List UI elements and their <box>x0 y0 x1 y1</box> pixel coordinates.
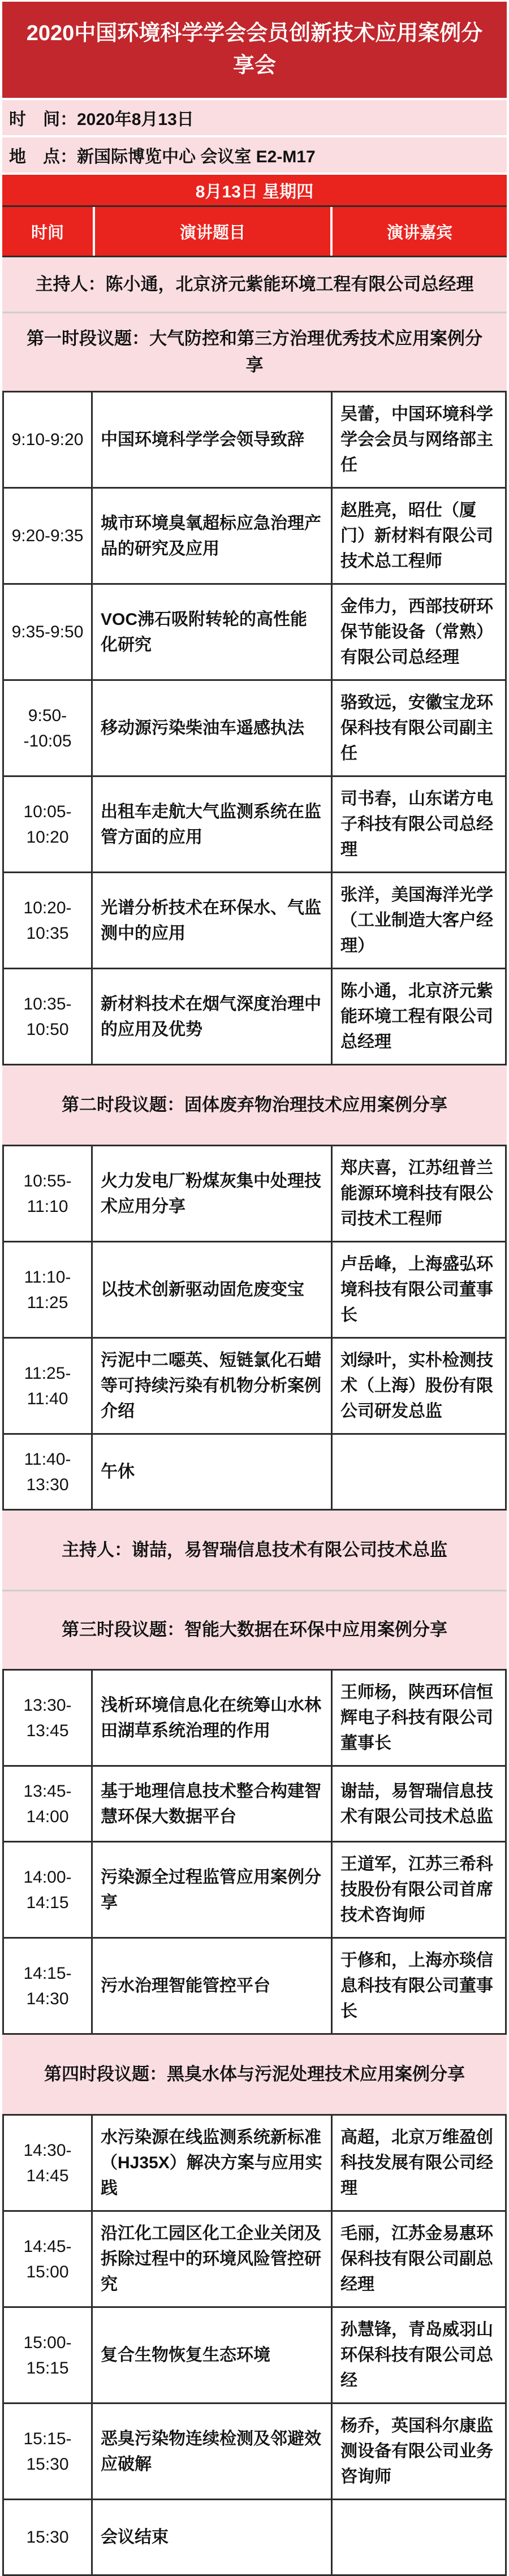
time-cell-text: 11:40-13:30 <box>24 1449 71 1494</box>
speaker-cell-text: 卢岳峰，上海盛弘环境科技有限公司董事长 <box>340 1255 493 1324</box>
time-cell <box>4 489 93 583</box>
topic-cell <box>93 1435 333 1509</box>
topic-cell-text: 复合生物恢复生态环境 <box>101 2346 270 2364</box>
schedule-row <box>2 1939 507 2035</box>
session-header-row <box>2 1065 507 1145</box>
time-cell-text: 9:35-9:50 <box>11 623 84 641</box>
schedule-row <box>2 1339 507 1435</box>
time-cell <box>4 2212 93 2306</box>
speaker-cell <box>333 489 505 583</box>
speaker-cell <box>333 1435 505 1509</box>
col-header-topic-label: 演讲题目 <box>179 223 245 242</box>
time-cell <box>4 2500 93 2574</box>
topic-cell-text: 浅析环境信息化在统筹山水林田湖草系统治理的作用 <box>101 1695 321 1740</box>
speaker-cell-text: 陈小通，北京济元紫能环境工程有限公司总经理 <box>340 982 493 1051</box>
topic-cell-text: 午休 <box>101 1462 135 1481</box>
time-cell <box>4 2404 93 2499</box>
topic-cell-text: 中国环境科学学会领导致辞 <box>101 430 304 449</box>
speaker-cell <box>333 1671 505 1765</box>
speaker-cell <box>333 1843 505 1937</box>
time-cell-text: 9:20-9:35 <box>11 527 84 545</box>
topic-cell <box>93 1767 333 1841</box>
topic-cell <box>93 2500 333 2574</box>
topic-cell-text: 沿江化工园区化工企业关闭及拆除过程中的环境风险管控研究 <box>101 2224 321 2294</box>
speaker-cell-text: 司书春，山东诺方电子科技有限公司总经理 <box>340 789 493 859</box>
schedule-row <box>2 873 507 969</box>
host-row <box>2 1511 507 1590</box>
topic-cell <box>93 1146 333 1241</box>
date-banner <box>2 175 507 205</box>
time-cell-text: 15:15-15:30 <box>23 2429 72 2474</box>
host-text: 主持人：谢喆，易智瑞信息技术有限公司技术总监 <box>62 1539 447 1560</box>
info-location-row <box>2 137 507 172</box>
col-header-time <box>2 207 93 256</box>
time-cell <box>4 585 93 679</box>
speaker-cell-text: 谢喆，易智瑞信息技术有限公司技术总监 <box>340 1781 493 1826</box>
session-title: 第三时段议题：智能大数据在环保中应用案例分享 <box>62 1620 447 1640</box>
time-cell <box>4 1939 93 2033</box>
col-header-topic <box>93 207 333 256</box>
schedule-row <box>2 1843 507 1939</box>
speaker-cell-text: 高超，北京万维盈创科技发展有限公司经理 <box>340 2128 493 2198</box>
time-cell-text: 10:05-10:20 <box>23 802 72 847</box>
time-cell-text: 14:30-14:45 <box>23 2141 72 2185</box>
topic-cell <box>93 777 333 871</box>
time-cell <box>4 873 93 968</box>
time-cell-text: 14:00-14:15 <box>23 1867 72 1912</box>
topic-cell <box>93 392 333 487</box>
time-cell <box>4 1242 93 1337</box>
host-row <box>2 257 507 312</box>
time-cell <box>4 392 93 487</box>
topic-cell-text: 会议结束 <box>101 2528 169 2547</box>
schedule-row <box>2 1669 507 1767</box>
date-banner-text: 8月13日 星期四 <box>195 183 314 201</box>
topic-cell <box>93 1843 333 1937</box>
speaker-cell-text: 金伟力，西部技研环保节能设备（常熟）有限公司总经理 <box>340 597 493 667</box>
time-cell-text: 10:55-11:10 <box>23 1171 72 1216</box>
speaker-cell-text: 毛丽，江苏金易惠环保科技有限公司副总经理 <box>340 2224 493 2294</box>
topic-cell <box>93 489 333 583</box>
speaker-cell <box>333 1242 505 1337</box>
event-title: 2020中国环境科学学会会员创新技术应用案例分享会 <box>26 21 483 77</box>
speaker-cell-text: 赵胜亮，昭仕（厦门）新材料有限公司技术总工程师 <box>340 501 493 571</box>
topic-cell-text: 火力发电厂粉煤灰集中处理技术应用分享 <box>101 1171 321 1216</box>
topic-cell-text: 移动源污染柴油车遥感执法 <box>101 719 304 737</box>
time-cell-text: 13:45-14:00 <box>23 1781 72 1826</box>
time-cell-text: 9:10-9:20 <box>11 430 84 449</box>
topic-cell-text: 出租车走航大气监测系统在监管方面的应用 <box>101 802 321 847</box>
schedule-body <box>2 257 507 2576</box>
speaker-cell <box>333 2308 505 2402</box>
time-cell <box>4 2308 93 2402</box>
event-location: 地 点：新国际博览中心 会议室 E2-M17 <box>9 148 316 166</box>
schedule-row <box>2 585 507 681</box>
time-cell <box>4 1435 93 1509</box>
session-title: 第四时段议题：黑臭水体与污泥处理技术应用案例分享 <box>44 2064 465 2084</box>
time-cell-text: 15:30 <box>26 2528 69 2547</box>
time-cell <box>4 777 93 871</box>
schedule-row <box>2 391 507 489</box>
topic-cell <box>93 969 333 1064</box>
speaker-cell <box>333 585 505 679</box>
time-cell-text: 14:45-15:00 <box>23 2237 72 2281</box>
session-title: 第二时段议题：固体废弃物治理技术应用案例分享 <box>62 1094 447 1115</box>
schedule-row <box>2 2500 507 2576</box>
event-time: 时 间：2020年8月13日 <box>9 110 194 129</box>
host-text: 主持人：陈小通，北京济元紫能环境工程有限公司总经理 <box>35 274 474 294</box>
topic-cell-text: 污泥中二噁英、短链氯化石蜡等可持续污染有机物分析案例介绍 <box>101 1351 321 1421</box>
schedule-row <box>2 1767 507 1843</box>
speaker-cell <box>333 1939 505 2033</box>
speaker-cell <box>333 873 505 968</box>
speaker-cell-text: 刘绿叶，实朴检测技术（上海）股份有限公司研发总监 <box>340 1351 493 1421</box>
schedule-row <box>2 681 507 777</box>
time-cell <box>4 969 93 1064</box>
speaker-cell-text: 张洋，美国海洋光学（工业制造大客户经理） <box>340 886 493 955</box>
schedule-row <box>2 1145 507 1242</box>
schedule-row <box>2 1435 507 1511</box>
time-cell-text: 15:00-15:15 <box>23 2333 72 2377</box>
speaker-cell-text: 于修和，上海亦琰信息科技有限公司董事长 <box>340 1951 493 2021</box>
time-cell <box>4 1146 93 1241</box>
topic-cell <box>93 1939 333 2033</box>
speaker-cell-text: 杨乔，英国科尔康监测设备有限公司业务咨询师 <box>340 2417 493 2486</box>
time-cell <box>4 2116 93 2210</box>
time-cell <box>4 1843 93 1937</box>
time-cell-text: 9:50--10:05 <box>23 706 72 750</box>
topic-cell-text: 基于地理信息技术整合构建智慧环保大数据平台 <box>101 1781 321 1826</box>
time-cell <box>4 1339 93 1433</box>
topic-cell-text: 污染源全过程监管应用案例分享 <box>101 1867 321 1912</box>
topic-cell <box>93 1671 333 1765</box>
topic-cell <box>93 2212 333 2306</box>
session-header-row <box>2 312 507 391</box>
topic-cell <box>93 681 333 775</box>
time-cell-text: 11:25-11:40 <box>24 1363 71 1408</box>
speaker-cell-text: 孙慧锋，青岛威羽山环保科技有限公司总经 <box>340 2320 493 2390</box>
speaker-cell-text: 骆致远，安徽宝龙环保科技有限公司副主任 <box>340 693 493 763</box>
speaker-cell <box>333 1767 505 1841</box>
topic-cell <box>93 1242 333 1337</box>
speaker-cell-text: 王道军，江苏三希科技股份有限公司首席技术咨询师 <box>340 1855 493 1925</box>
speaker-cell-text: 王师杨，陕西环信恒辉电子科技有限公司董事长 <box>340 1683 493 1753</box>
time-cell-text: 13:30-13:45 <box>23 1695 72 1740</box>
time-cell-text: 11:10-11:25 <box>24 1267 71 1312</box>
event-title-banner <box>2 2 507 98</box>
session-header-row <box>2 1590 507 1669</box>
speaker-cell <box>333 2212 505 2306</box>
time-cell-text: 10:20-10:35 <box>23 898 72 943</box>
topic-cell-text: 新材料技术在烟气深度治理中的应用及优势 <box>101 994 321 1039</box>
schedule-row <box>2 777 507 873</box>
info-time-row <box>2 100 507 135</box>
speaker-cell <box>333 2404 505 2499</box>
topic-cell <box>93 873 333 968</box>
topic-cell <box>93 1339 333 1433</box>
schedule-row <box>2 2114 507 2212</box>
speaker-cell-text: 吴蕾，中国环境科学学会会员与网络部主任 <box>340 405 493 474</box>
topic-cell <box>93 2116 333 2210</box>
speaker-cell <box>333 969 505 1064</box>
schedule-row <box>2 489 507 585</box>
col-header-time-label: 时间 <box>31 223 64 242</box>
topic-cell-text: 以技术创新驱动固危废变宝 <box>101 1280 304 1299</box>
topic-cell-text: 水污染源在线监测系统新标准（HJ35X）解决方案与应用实践 <box>101 2128 322 2198</box>
speaker-cell-text: 郑庆喜，江苏纽普兰能源环境科技有限公司技术工程师 <box>340 1159 493 1228</box>
speaker-cell <box>333 1339 505 1433</box>
schedule-row <box>2 1242 507 1339</box>
topic-cell-text: VOC沸石吸附转轮的高性能化研究 <box>101 610 308 654</box>
table-header-row <box>2 205 507 257</box>
time-cell <box>4 1767 93 1841</box>
speaker-cell <box>333 681 505 775</box>
topic-cell <box>93 2404 333 2499</box>
schedule-row <box>2 969 507 1065</box>
schedule-row <box>2 2308 507 2404</box>
speaker-cell <box>333 777 505 871</box>
session-header-row <box>2 2035 507 2114</box>
speaker-cell <box>333 1146 505 1241</box>
time-cell-text: 10:35-10:50 <box>23 994 72 1039</box>
time-cell <box>4 1671 93 1765</box>
session-title: 第一时段议题：大气防控和第三方治理优秀技术应用案例分享 <box>27 329 482 375</box>
topic-cell-text: 恶臭污染物连续检测及邻避效应破解 <box>101 2429 321 2474</box>
time-cell <box>4 681 93 775</box>
col-header-speaker-label: 演讲嘉宾 <box>386 223 452 242</box>
topic-cell-text: 城市环境臭氧超标应急治理产品的研究及应用 <box>101 514 321 558</box>
schedule-row <box>2 2404 507 2500</box>
schedule-row <box>2 2212 507 2308</box>
topic-cell <box>93 585 333 679</box>
time-cell-text: 14:15-14:30 <box>23 1964 72 2008</box>
topic-cell-text: 污水治理智能管控平台 <box>101 1977 270 1995</box>
speaker-cell <box>333 2116 505 2210</box>
topic-cell-text: 光谱分析技术在环保水、气监测中的应用 <box>101 898 321 943</box>
topic-cell <box>93 2308 333 2402</box>
col-header-speaker <box>333 207 507 256</box>
speaker-cell <box>333 392 505 487</box>
speaker-cell <box>333 2500 505 2574</box>
